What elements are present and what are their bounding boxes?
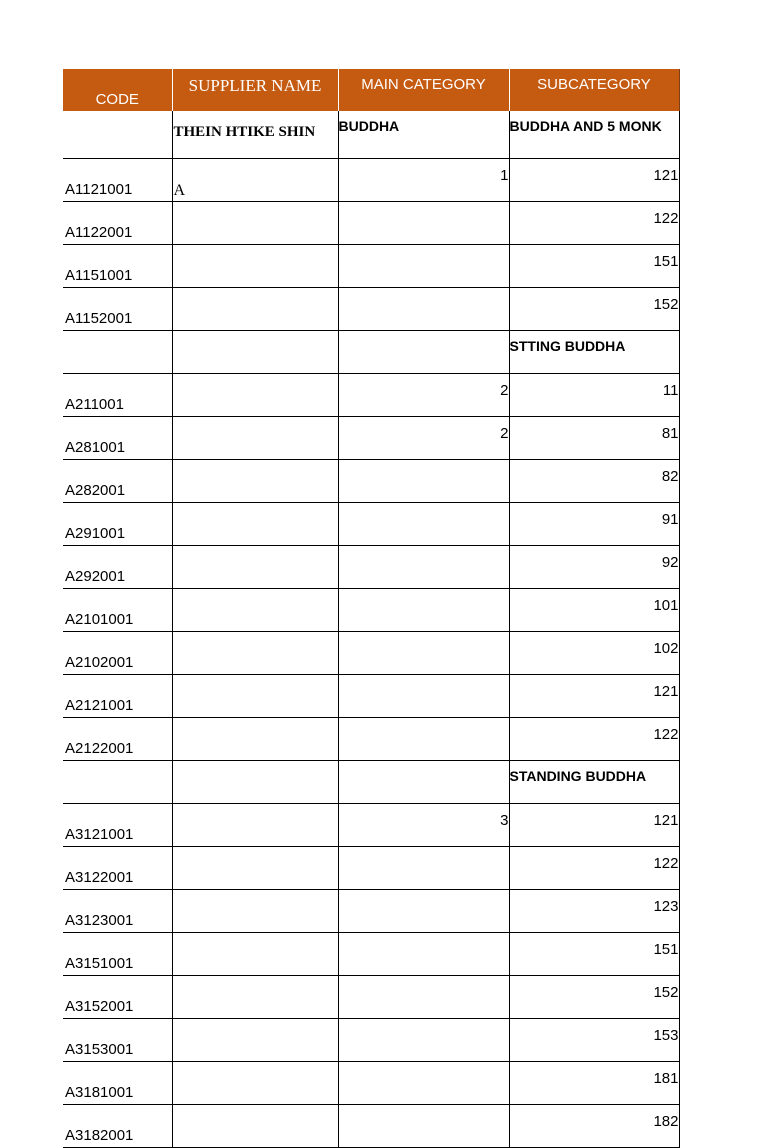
code-cell: A3181001 — [63, 1062, 172, 1105]
code-cell: A1122001 — [63, 202, 172, 245]
main-category-cell: 2 — [338, 374, 509, 417]
table-row — [63, 331, 679, 374]
supplier-cell — [172, 202, 338, 245]
supplier-cell — [172, 890, 338, 933]
subcategory-cell: 122 — [509, 718, 679, 761]
subcategory-cell: 151 — [509, 933, 679, 976]
code-cell: A3151001 — [63, 933, 172, 976]
table-row — [63, 589, 679, 632]
code-cell: A3152001 — [63, 976, 172, 1019]
table-row — [63, 761, 679, 804]
subcategory-cell: 151 — [509, 245, 679, 288]
supplier-cell — [172, 417, 338, 460]
subcategory-cell: 101 — [509, 589, 679, 632]
supplier-cell — [172, 675, 338, 718]
supplier-category-table — [63, 69, 680, 1148]
subcategory-cell: 92 — [509, 546, 679, 589]
subcategory-cell: 122 — [509, 847, 679, 890]
main-category-cell: 1 — [338, 159, 509, 202]
main-category-cell: 3 — [338, 804, 509, 847]
supplier-cell — [172, 632, 338, 675]
table-row — [63, 288, 679, 331]
subcategory-cell: 81 — [509, 417, 679, 460]
main-category-cell — [338, 761, 509, 804]
code-cell: A3121001 — [63, 804, 172, 847]
table-row — [63, 245, 679, 288]
main-category-cell — [338, 460, 509, 503]
supplier-cell — [172, 374, 338, 417]
table-row — [63, 933, 679, 976]
code-cell: A1152001 — [63, 288, 172, 331]
code-cell: A211001 — [63, 374, 172, 417]
code-cell: A2122001 — [63, 718, 172, 761]
header-code: CODE — [63, 69, 172, 111]
code-cell: A292001 — [63, 546, 172, 589]
code-cell: A291001 — [63, 503, 172, 546]
table-row — [63, 503, 679, 546]
code-cell: A3153001 — [63, 1019, 172, 1062]
supplier-cell — [172, 1019, 338, 1062]
supplier-cell — [172, 503, 338, 546]
main-category-cell — [338, 933, 509, 976]
supplier-cell: THEIN HTIKE SHIN — [172, 111, 338, 159]
supplier-cell — [172, 546, 338, 589]
header-subcategory: SUBCATEGORY — [509, 69, 679, 111]
table-row — [63, 546, 679, 589]
main-category-cell — [338, 632, 509, 675]
table-row — [63, 159, 679, 202]
subcategory-cell: 122 — [509, 202, 679, 245]
table-row — [63, 202, 679, 245]
header-main-category: MAIN CATEGORY — [338, 69, 509, 111]
subcategory-cell: 181 — [509, 1062, 679, 1105]
code-cell — [63, 331, 172, 374]
main-category-cell — [338, 288, 509, 331]
table-row — [63, 804, 679, 847]
table-row — [63, 632, 679, 675]
supplier-cell — [172, 1105, 338, 1148]
subcategory-cell: 91 — [509, 503, 679, 546]
subcategory-cell: 123 — [509, 890, 679, 933]
code-cell: A2102001 — [63, 632, 172, 675]
subcategory-cell: 152 — [509, 288, 679, 331]
code-cell: A281001 — [63, 417, 172, 460]
supplier-cell — [172, 245, 338, 288]
table-row — [63, 718, 679, 761]
header-supplier-name: SUPPLIER NAME — [172, 69, 338, 111]
main-category-cell: 2 — [338, 417, 509, 460]
main-category-cell — [338, 718, 509, 761]
code-cell: A2121001 — [63, 675, 172, 718]
code-cell: A3182001 — [63, 1105, 172, 1148]
subcategory-cell: 153 — [509, 1019, 679, 1062]
table-row — [63, 675, 679, 718]
supplier-cell — [172, 460, 338, 503]
subcategory-cell: 152 — [509, 976, 679, 1019]
table-row — [63, 417, 679, 460]
header-row — [63, 69, 679, 111]
code-cell: A3123001 — [63, 890, 172, 933]
subcategory-cell: 82 — [509, 460, 679, 503]
supplier-cell: A — [172, 159, 338, 202]
subcategory-cell: 121 — [509, 159, 679, 202]
main-category-cell — [338, 890, 509, 933]
code-cell — [63, 761, 172, 804]
supplier-cell — [172, 804, 338, 847]
subcategory-cell: 102 — [509, 632, 679, 675]
supplier-cell — [172, 331, 338, 374]
supplier-cell — [172, 589, 338, 632]
table-row — [63, 111, 679, 159]
main-category-cell — [338, 1019, 509, 1062]
subcategory-cell: 121 — [509, 675, 679, 718]
table-row — [63, 976, 679, 1019]
main-category-cell — [338, 589, 509, 632]
main-category-cell — [338, 245, 509, 288]
table-row — [63, 1105, 679, 1148]
subcategory-cell: STANDING BUDDHA — [509, 761, 679, 804]
main-category-cell — [338, 1062, 509, 1105]
subcategory-cell: 121 — [509, 804, 679, 847]
main-category-cell — [338, 976, 509, 1019]
code-cell: A1151001 — [63, 245, 172, 288]
code-cell: A3122001 — [63, 847, 172, 890]
main-category-cell — [338, 331, 509, 374]
table-row — [63, 1062, 679, 1105]
main-category-cell: BUDDHA — [338, 111, 509, 159]
main-category-cell — [338, 503, 509, 546]
supplier-cell — [172, 1062, 338, 1105]
subcategory-cell: STTING BUDDHA — [509, 331, 679, 374]
supplier-cell — [172, 718, 338, 761]
main-category-cell — [338, 546, 509, 589]
supplier-cell — [172, 976, 338, 1019]
main-category-cell — [338, 1105, 509, 1148]
table-row — [63, 1019, 679, 1062]
table-row — [63, 374, 679, 417]
main-category-cell — [338, 847, 509, 890]
table-row — [63, 847, 679, 890]
code-cell: A282001 — [63, 460, 172, 503]
code-cell — [63, 111, 172, 159]
main-category-cell — [338, 202, 509, 245]
code-cell: A2101001 — [63, 589, 172, 632]
supplier-cell — [172, 761, 338, 804]
supplier-cell — [172, 288, 338, 331]
supplier-cell — [172, 933, 338, 976]
code-cell: A1121001 — [63, 159, 172, 202]
subcategory-cell: 11 — [509, 374, 679, 417]
table-row — [63, 890, 679, 933]
subcategory-cell: BUDDHA AND 5 MONK — [509, 111, 679, 159]
main-category-cell — [338, 675, 509, 718]
supplier-cell — [172, 847, 338, 890]
table-row — [63, 460, 679, 503]
subcategory-cell: 182 — [509, 1105, 679, 1148]
